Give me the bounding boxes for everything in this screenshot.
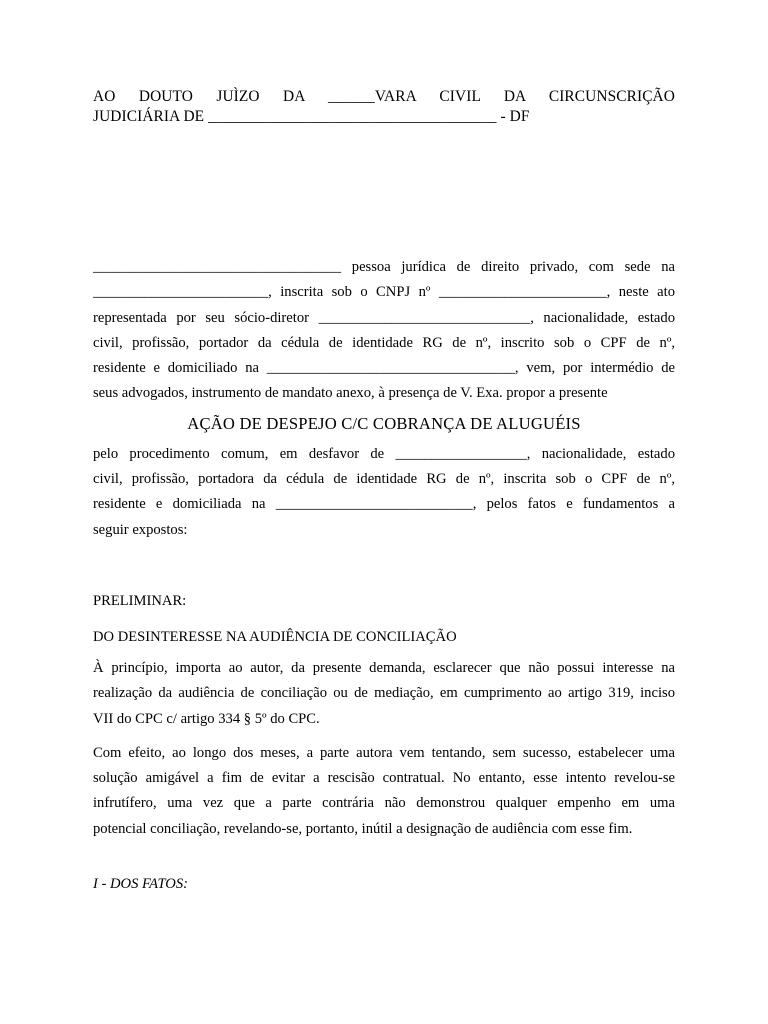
plaintiff-qualification-paragraph [93, 255, 675, 407]
court-address-line-2: JUDICIÁRIA DE _____________________________________ - DF [93, 108, 530, 125]
desinteresse-heading: DO DESINTERESSE NA AUDIÊNCIA DE CONCILIAÇÃO [93, 628, 457, 645]
paragraph-line: pelo procedimento comum, em desfavor de __________________, nacionalidade, estado [93, 445, 675, 462]
paragraph-line: __________________________________ pessoa jurídica de direito privado, com sede na [93, 259, 675, 275]
defendant-qualification-paragraph [93, 442, 675, 543]
court-address-line-1: AO DOUTO JUÌZO DA ______VARA CIVIL DA CIRCUNSCRIÇÃO [93, 88, 675, 105]
paragraph-line: solução amigável a fim de evitar a rescisão contratual. No entanto, esse intento revelou-se [93, 770, 675, 787]
principio-paragraph [93, 656, 675, 732]
paragraph-line: VII do CPC c/ artigo 334 § 5º do CPC. [93, 710, 320, 727]
action-title: AÇÃO DE DESPEJO C/C COBRANÇA DE ALUGUÉIS [187, 413, 581, 433]
paragraph-line: seus advogados, instrumento de mandato anexo, à presença de V. Exa. propor a presente [93, 385, 608, 402]
paragraph-line: infrutífero, uma vez que a parte contrária não demonstrou qualquer empenho em uma [93, 795, 675, 812]
paragraph-line: Com efeito, ao longo dos meses, a parte autora vem tentando, sem sucesso, estabelecer uma [93, 744, 675, 761]
court-address-heading [93, 87, 675, 127]
paragraph-line: À princípio, importa ao autor, da presente demanda, esclarecer que não possui interesse na [93, 659, 675, 676]
preliminar-label: PRELIMINAR: [93, 592, 187, 609]
fatos-section-heading: I - DOS FATOS: [93, 876, 188, 893]
paragraph-line: civil, profissão, portador da cédula de identidade RG de nº, inscrito sob o CPF de nº, [93, 334, 675, 351]
efeito-paragraph [93, 741, 675, 842]
paragraph-line: ________________________, inscrita sob o CNPJ nº _______________________, neste ato [93, 284, 675, 301]
document-page [93, 87, 675, 894]
paragraph-line: residente e domiciliado na __________________________________, vem, por intermédio de [93, 360, 675, 377]
paragraph-line: potencial conciliação, revelando-se, portanto, inútil a designação de audiência com esse fim. [93, 820, 633, 837]
paragraph-line: realização da audiência de conciliação ou de mediação, em cumprimento ao artigo 319, inciso [93, 685, 675, 702]
paragraph-line: residente e domiciliada na ___________________________, pelos fatos e fundamentos a [93, 496, 675, 513]
paragraph-line: civil, profissão, portadora da cédula de identidade RG de nº, inscrita sob o CPF de nº, [93, 471, 675, 488]
paragraph-line: seguir expostos: [93, 521, 188, 538]
paragraph-line: representada por seu sócio-diretor _____________________________, nacionalidade, estado [93, 309, 675, 326]
